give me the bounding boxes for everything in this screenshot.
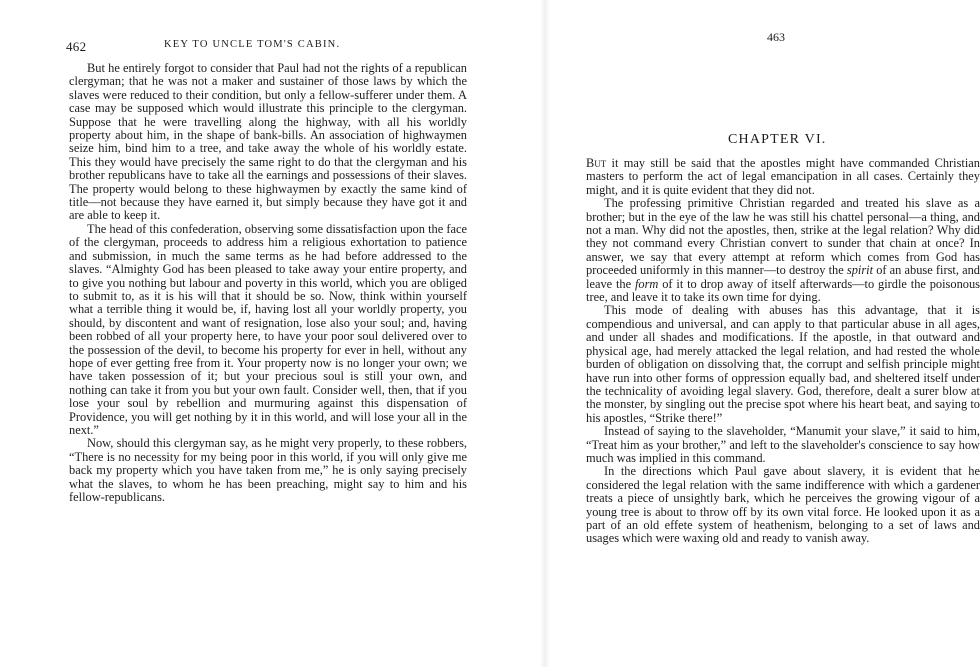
book-spine: [540, 0, 550, 667]
paragraph: Now, should this clergyman say, as he might very properly, to these robbers, “There is no necessity for my being poor in this world, if you will only give me back my property which you have taken from me,” he is only saying precisely what the slaves, to whom he has been preaching, might say to him and his fellow-republicans.: [69, 436, 467, 504]
paragraph: [586, 157, 980, 197]
drop-lead: But: [586, 156, 607, 170]
running-title: KEY TO UNCLE TOM'S CABIN.: [164, 39, 341, 50]
paragraph-text: of it to drop away of itself afterwards—to girdle the poisonous tree, and leave it to take its own time for dying.: [586, 276, 980, 305]
page-number-left: 462: [66, 39, 87, 54]
page-number-right: 463: [767, 30, 785, 44]
right-page: [556, 0, 980, 667]
paragraph-text: the: [828, 263, 847, 278]
paragraph: This mode of dealing with abuses has this advantage, that it is compendious and universal, and can apply to that particular abuse in all ages, and under all shades and modifications. If the apostle, in that outward and physical age, had merely attacked the legal relation, and had rested the whole burden of obligation on dissolving that, the corrupt and selfish principle might have run into other forms of oppression equally bad, and sheltered itself under the technicality of avoiding legal slavery. God, therefore, dealt a surer blow at the monster, by singling out the precise spot where his heart beat, and saying to his apostles, “Strike there!”: [586, 303, 980, 425]
paragraph-text: it may still be said that the apostles might have commanded Christian masters to perform the act of legal emancipation in all cases. Certainly they might, and it is quite evident that they did not.: [586, 156, 980, 197]
emphasis: spirit: [846, 263, 874, 278]
paragraph: Instead of saying to the slaveholder, “Manumit your slave,” it said to him, “Treat him as your brother,” and left to the slaveholder's conscience to say how much was implied in this command.: [586, 424, 980, 465]
right-body-text: [586, 157, 980, 546]
paragraph: The head of this confederation, observing some dissatisfaction upon the face of the clergyman, proceeds to address him a religious exhortation to patience and submission, in much the same terms as he had before addressed to the slaves. “Almighty God has been pleased to take away your entire property, and to give you nothing but labour and poverty in this world, which you are obliged to submit to, as it is his will that it should be so. Now, think within yourself what a terrible thing it would be, if, having lost all your worldly property, you should, by discontent and want of resignation, lose also your soul; and, having been robbed of all your property here, to have your poor soul delivered over to the possession of the devil, to become his property for ever in hell, without any hope of ever getting free from it. Your property now is no longer your own; we have taken possession of it; but your precious soul is still your own, and nothing can take it from you but your own fault. Consider well, then, that if you lose your soul by rebellion and murmuring against this dispensation of Providence, you will get nothing by it in this world, and will lose your all in the next.”: [69, 221, 467, 437]
paragraph: But he entirely forgot to consider that Paul had not the rights of a republican clergyman; that he was not a maker and sustainer of those laws by which the slaves were reduced to their condition, but only a fellow-sufferer under them. A case may be supposed which would illustrate this principle to the clergyman. Suppose that he were travelling along the highway, with all his worldly property about him, in the shape of bank-bills. An association of highwaymen seize him, bind him to a tree, and take away the whole of his worldly estate. This they would have precisely the same right to do that the clergyman and his brother republicans have to take all the earnings and possessions of their slaves. The property would belong to these highwaymen by exactly the same kind of title—not because they have earned it, but simply because they have got it and are able to keep it.: [69, 61, 467, 223]
paragraph-text: The professing primitive Christian regarded and treated his slave as a brother; but in the eye of the law he was still his chattel personal—a thing, and not a man. Why did not the apostles, then, strike at the legal relation? Why did they not command every Christian convert to sunder that chain at once? In answer, we say that every attempt at reform which comes from God has proceeded uniformly in this manner—to destroy: [586, 196, 980, 278]
paragraph: In the directions which Paul gave about slavery, it is evident that he considered the legal relation with the same indifference with which a gardener treats a piece of unsightly bark, which he perceives the growing vigour of a young tree is about to throw off by its own vital force. He looked upon it as a part of an old effete system of heathenism, belonging to a set of laws and usages which were waxing old and ready to vanish away.: [586, 464, 980, 546]
paragraph-text: of an abuse first, and leave the: [586, 263, 980, 291]
chapter-title: CHAPTER VI.: [728, 132, 827, 147]
left-body-text: [69, 62, 467, 504]
emphasis: form: [634, 276, 659, 291]
paragraph: [586, 197, 980, 304]
